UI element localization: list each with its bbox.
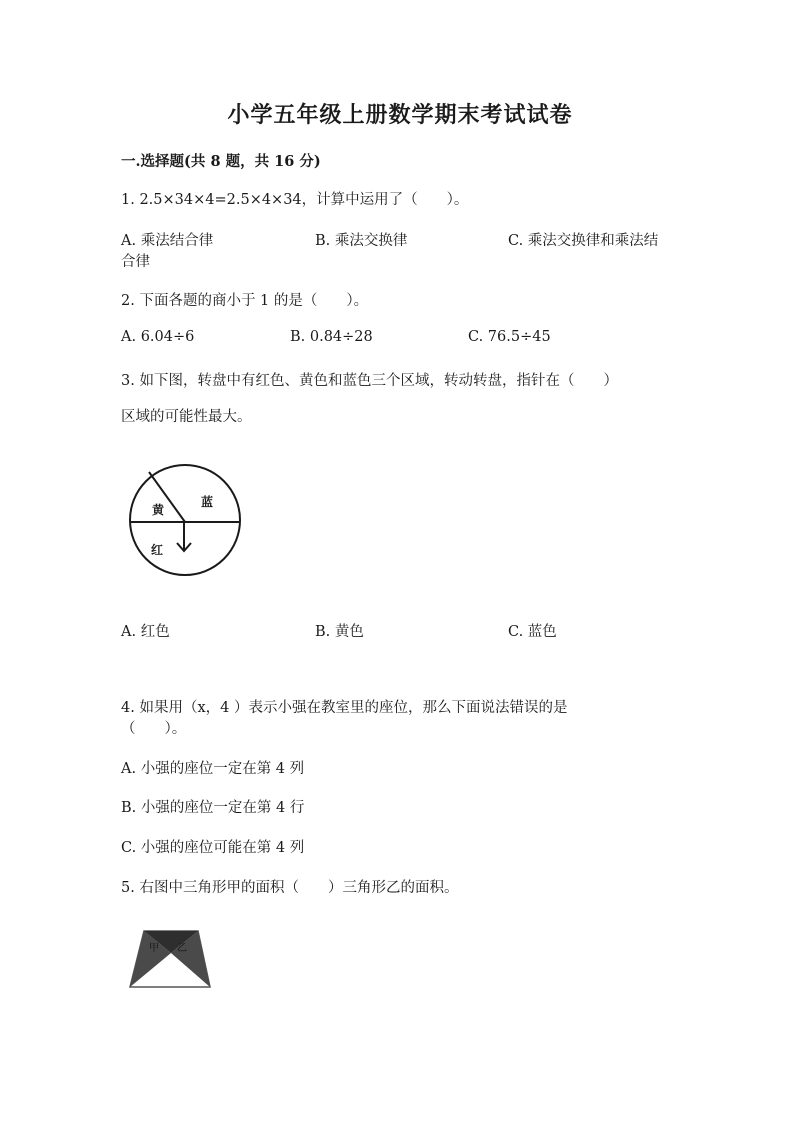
spinner-figure	[125, 460, 245, 580]
question-4-stem-line-1: 4. 如果用（x，4 ）表示小强在教室里的座位，那么下面说法错误的是	[121, 700, 568, 716]
triangles-figure	[122, 925, 220, 995]
question-3-option-a: A. 红色	[121, 624, 170, 640]
question-4-option-b: B. 小强的座位一定在第 4 行	[121, 800, 305, 816]
spinner-label-red: 红	[151, 543, 164, 557]
question-4-option-a: A. 小强的座位一定在第 4 列	[121, 761, 305, 777]
question-1-option-b: B. 乘法交换律	[315, 233, 408, 249]
triangle-yi-label: 乙	[177, 943, 187, 954]
question-3-stem-line-1: 3. 如下图，转盘中有红色、黄色和蓝色三个区域，转动转盘，指针在（ ）	[121, 373, 618, 389]
question-1-option-a: A. 乘法结合律	[121, 233, 214, 249]
page-title: 小学五年级上册数学期末考试试卷	[227, 102, 573, 128]
question-4-stem-line-2: （ ）。	[121, 721, 187, 737]
spinner-label-blue: 蓝	[201, 495, 214, 509]
question-5-stem: 5. 右图中三角形甲的面积（ ）三角形乙的面积。	[121, 880, 459, 896]
spinner-label-yellow: 黄	[152, 503, 165, 517]
question-2-option-b: B. 0.84÷28	[290, 329, 373, 345]
question-3-stem-line-2: 区域的可能性最大。	[121, 409, 252, 425]
section-heading: 一.选择题(共 8 题，共 16 分)	[121, 153, 321, 170]
question-2-option-c: C. 76.5÷45	[468, 329, 551, 345]
triangle-jia-label: 甲	[149, 943, 159, 954]
question-3-option-c: C. 蓝色	[508, 624, 557, 640]
question-4-option-c: C. 小强的座位可能在第 4 列	[121, 840, 305, 856]
question-2-stem: 2. 下面各题的商小于 1 的是（ ）。	[121, 293, 369, 309]
question-1-option-c: C. 乘法交换律和乘法结	[508, 233, 659, 249]
question-3-option-b: B. 黄色	[315, 624, 364, 640]
question-1-option-c-wrap: 合律	[121, 254, 150, 270]
question-1-stem: 1. 2.5×34×4=2.5×4×34，计算中运用了（ ）。	[121, 192, 469, 208]
question-2-option-a: A. 6.04÷6	[121, 329, 195, 345]
